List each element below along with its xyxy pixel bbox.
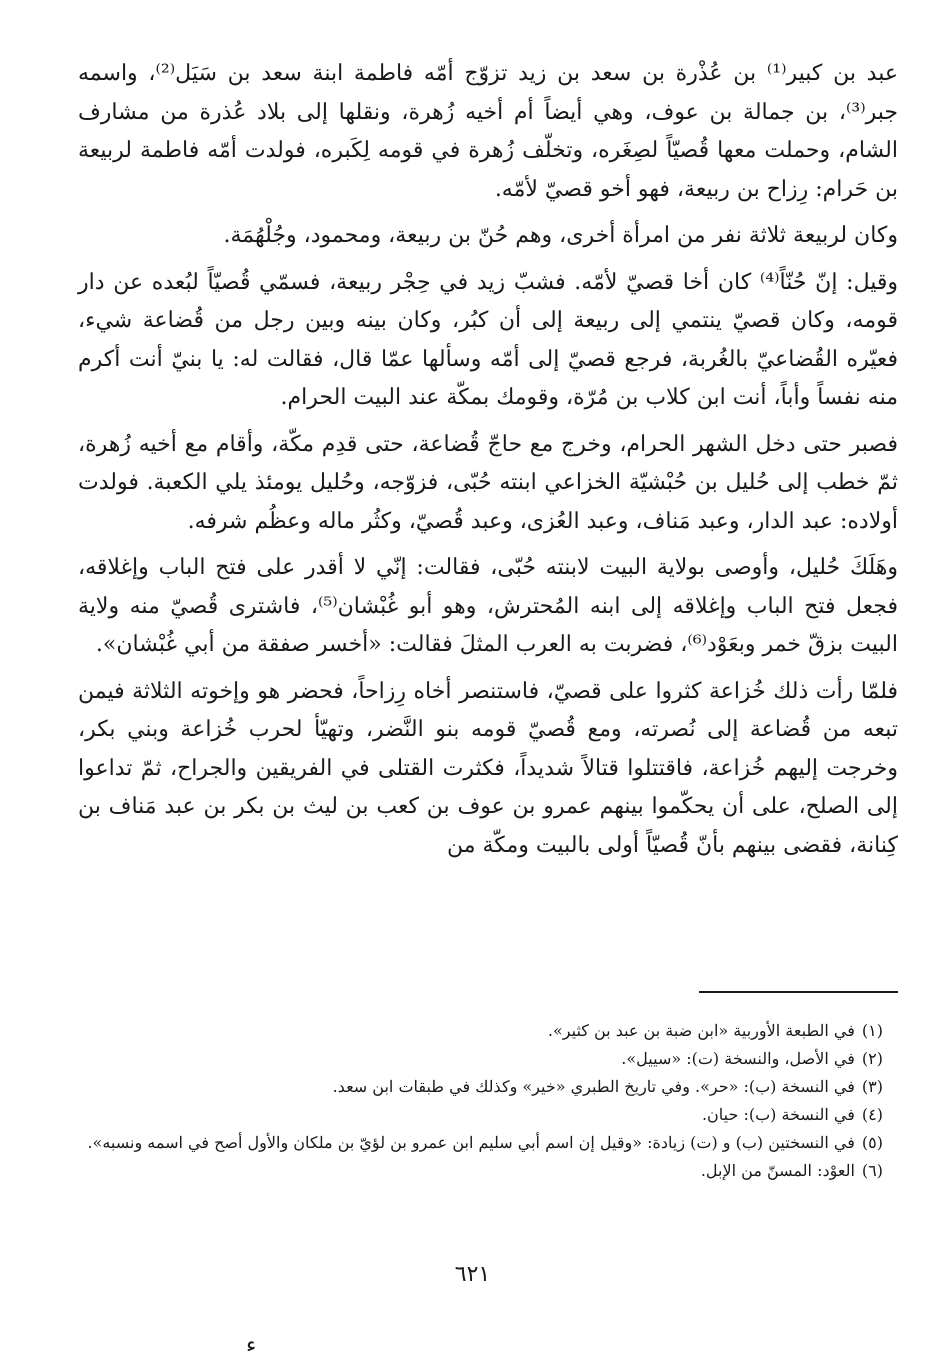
paragraph: وقيل: إنّ حُنّاً⁽⁴⁾ كان أخا قصيّ لأمّه. فشبّ زيد في حِجْر ربيعة، فسمّي قُصيّاً لبُعده عن دار قومه، وكان قصيّ ينتمي إلى ربيعة إلى أن كبُر، وكان بينه وبين رجل من قُضاعة شيء، فعيّره القُضاعيّ بالغُربة، فرجع قصيّ إلى أمّه وسألها عمّا قال، فقالت له: يا بنيّ أنت أكرم منه نفساً وأباً، أنت ابن كلاب بن مُرّة، وقومك بمكّة عند البيت الحرام. <box>78 269 899 410</box>
footnote-text: العوْد: المسنّ من الإبل. <box>700 1161 855 1180</box>
footnote-number: (٦) <box>861 1161 883 1180</box>
footnotes <box>78 1017 898 1185</box>
footnote-text: في النسخة (ب): حيان. <box>701 1105 855 1124</box>
footnote-text: في النسختين (ب) و (ت) زيادة: «وقيل إن اسم أبي سليم ابن عمرو بن لؤيّ بن ملكان والأول أصح في اسمه ونسبه». <box>87 1133 855 1152</box>
footnote <box>78 1157 898 1184</box>
footnote-number: (٣) <box>861 1077 883 1096</box>
paragraph: وكان لربيعة ثلاثة نفر من امرأة أخرى، وهم حُنّ بن ربيعة، ومحمود، وجُلْهُمَة. <box>223 223 898 248</box>
footnote-number: (٤) <box>861 1105 883 1124</box>
footnote <box>78 1101 898 1128</box>
footnote-number: (٥) <box>861 1133 883 1152</box>
footnote <box>78 1073 898 1100</box>
footnote-text: في الطبعة الأوربية «ابن ضبة بن عبد بن كثير». <box>547 1021 855 1040</box>
page-number: ٦٢١ <box>454 1262 491 1287</box>
footnote-text: في الأصل، والنسخة (ت): «سييل». <box>621 1049 855 1068</box>
paragraph: وهَلَكَ حُليل، وأوصى بولاية البيت لابنته حُبّى، فقالت: إنّي لا أقدر على فتح الباب وإغلاقه، فجعل فتح الباب وإغلاقه إلى ابنه المُحترش، وهو أبو غُبْشان⁽⁵⁾، فاشترى قُصيّ منه ولاية البيت بزقّ خمر وبعَوْد⁽⁶⁾، فضربت به العرب المثلَ فقالت: «أخسر صفقة من أبي غُبْشان». <box>78 555 898 657</box>
paragraph: عبد بن كبير⁽¹⁾ بن عُذْرة بن سعد بن زيد تزوّج أمّه فاطمة ابنة سعد بن سَيَل⁽²⁾، واسمه جبر⁽³⁾، بن جمالة بن عوف، وهي أيضاً أم أخيه زُهرة، ونقلها إلى بلاد عُذرة من مشارف الشام، وحملت معها قُصيّاً لصِغَره، وتخلّف زُهرة في قومه لِكَبره، فولدت أمّه فاطمة لربيعة بن حَرام: رِزاح بن ربيعة، فهو أخو قصيّ لأمّه. <box>78 61 898 202</box>
footnote <box>78 1017 898 1044</box>
footnote-divider <box>699 991 898 993</box>
footnote <box>78 1045 898 1072</box>
main-text <box>78 55 898 873</box>
stray-mark: ء <box>246 1333 257 1358</box>
footnote-text: في النسخة (ب): «حر». وفي تاريخ الطبري «خير» وكذلك في طبقات ابن سعد. <box>332 1077 855 1096</box>
paragraph: فصبر حتى دخل الشهر الحرام، وخرج مع حاجّ قُضاعة، حتى قدِم مكّة، وأقام مع أخيه زُهرة، ثمّ خطب إلى حُليل بن حُبْشيّة الخزاعي ابنته حُبّى، فزوّجه، وحُليل يومئذ يلي الكعبة. فولدت أولاده: عبد الدار، وعبد مَناف، وعبد العُزى، وعبد قُصيّ، وكثُر ماله وعظُم شرفه. <box>78 431 898 534</box>
footnote-number: (١) <box>861 1021 883 1040</box>
footnote <box>78 1129 898 1156</box>
paragraph: فلمّا رأت ذلك خُزاعة كثروا على قصيّ، فاستنصر أخاه رِزاحاً، فحضر هو وإخوته الثلاثة فيمن تبعه من قُضاعة إلى نُصرته، ومع قُصيّ قومه بنو النَّضر، وتهيّأ لحرب خُزاعة وبني بكر، وخرجت إليهم خُزاعة، فاقتتلوا قتالاً شديداً، فكثرت القتلى في الفريقين والجراح، ثمّ تداعوا إلى الصلح، على أن يحكّموا بينهم عمرو بن عوف بن كعب بن ليث بن بكر بن عبد مَناف بن كِنانة، فقضى بينهم بأنّ قُصيّاً أولى بالبيت ومكّة من <box>78 678 898 858</box>
footnote-number: (٢) <box>861 1049 883 1068</box>
